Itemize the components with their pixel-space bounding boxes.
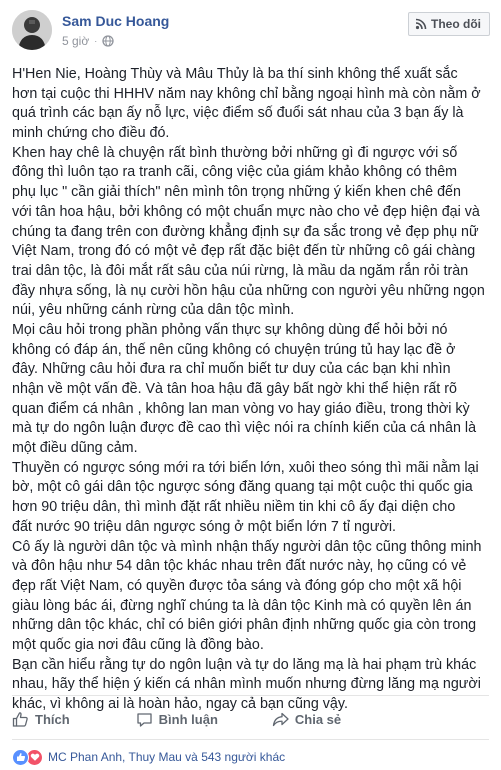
follow-button[interactable] bbox=[408, 12, 490, 36]
post-body-line: bờ, một cô gái dân tộc ngược sóng đăng quang tại một cuộc thi quốc gia bbox=[12, 479, 473, 496]
reactions-text[interactable]: MC Phan Anh, Thuy Mau và 543 người khác bbox=[48, 750, 286, 764]
post-body-line: Khen hay chê là chuyện rất bình thường bởi những gì đi ngược với số bbox=[12, 144, 458, 161]
post-body-line: đầy nhựa sống, là nụ cười hồn hậu của những con người yêu những ngọn bbox=[12, 282, 485, 299]
post-body-line: trai dân tộc, là đôi mắt rất sâu của núi rừng, là mầu da ngăm rắn rỏi tràn bbox=[12, 262, 469, 279]
post-body-line: đông thì luôn tạo ra tranh cãi, công việc của giám khảo không có thêm bbox=[12, 164, 458, 181]
post-body-line: đất nước 90 triệu dân ngược sóng ở một biển lớn 7 tỉ người. bbox=[12, 518, 396, 535]
reactions-summary[interactable] bbox=[12, 748, 285, 766]
post-body-line: Bạn cần hiểu rằng tự do ngôn luận và tự do lăng mạ là hai phạm trù khác bbox=[12, 656, 477, 673]
avatar[interactable] bbox=[12, 10, 52, 50]
post-body-line: núi, yêu những cánh rừng của dân tộc mình. bbox=[12, 302, 295, 319]
comment-label: Bình luận bbox=[158, 711, 218, 727]
like-label: Thích bbox=[35, 711, 70, 727]
post-body-line: không có đáp án, thế nên cũng không có chuyện trúng tủ hay lạc đề ở bbox=[12, 341, 456, 358]
follow-label: Theo dõi bbox=[431, 17, 481, 31]
post-body-line: phụ lục " cần giải thích" nên mình tôn trọng những ý kiến khen chê đến bbox=[12, 184, 461, 201]
post-body-line: đẹp rất Việt Nam, có quyền được tỏa sáng và đóng góp cho một xã hội bbox=[12, 577, 462, 594]
like-button[interactable] bbox=[12, 711, 70, 728]
post-body-line: một quốc gia nơi đâu cũng là đồng bào. bbox=[12, 636, 264, 653]
post-body-line: với tân hoa hậu, bởi không có một chuẩn mực nào cho vẻ đẹp hiện đại và bbox=[12, 203, 480, 220]
post-body-line: mà tự do ngôn luận được đề cao thì việc nói ra chính kiến của cá nhân là bbox=[12, 420, 477, 437]
like-reaction-icon bbox=[12, 749, 29, 766]
post-body-line: những dân tộc khác, chỉ có biên giới phân định những quốc gia còn trong bbox=[12, 617, 477, 634]
post-body-line: Việt Nam, trong đó có một vẻ đẹp rất đặc biệt đến từ những cô gái chàng bbox=[12, 243, 476, 260]
post-body-line: một điều dũng cảm. bbox=[12, 440, 138, 457]
share-button[interactable] bbox=[272, 711, 341, 728]
post-body bbox=[12, 65, 494, 715]
post-body-line: giàu lòng bác ái, đừng nghĩ chúng ta là dân tộc Kinh mà có quyền lên án bbox=[12, 597, 472, 614]
thumbs-up-icon bbox=[12, 711, 29, 728]
post-body-line: quá trình các bạn ấy nỗ lực, việc điểm số đuổi sát nhau của 3 bạn ấy là bbox=[12, 105, 464, 122]
post-body-line: chúng ta đang trên con đường khẳng định sự đa sắc trong vẻ đẹp phụ nữ bbox=[12, 223, 479, 240]
post-body-line: H'Hen Nie, Hoàng Thùy và Mâu Thủy là ba thí sinh không thể xuất sắc bbox=[12, 66, 458, 82]
share-label: Chia sẻ bbox=[294, 711, 342, 727]
post-body-line: Mọi câu hỏi trong phần phỏng vấn thực sự không dùng để hỏi bởi nó bbox=[12, 321, 448, 338]
post-header bbox=[12, 10, 490, 50]
separator-dot: · bbox=[94, 36, 98, 46]
post-body-line: Thuyền có ngược sóng mới ra tới biển lớn, xuôi theo sóng thì mãi nằm lại bbox=[12, 459, 479, 476]
post-body-line: quan điểm cá nhân , không lan man vòng vo hay giáo điều, trong thời kỳ bbox=[12, 400, 470, 417]
comment-button[interactable] bbox=[136, 711, 218, 728]
post-meta bbox=[62, 34, 114, 48]
globe-icon[interactable] bbox=[102, 35, 114, 47]
post-body-line: Cô ấy là người dân tộc và mình nhận thấy người dân tộc cũng thông minh bbox=[12, 538, 482, 555]
post-body-line: nhận về một vấn đề. Và tân hoa hậu đã gây bất ngờ khi thể hiện rất rõ bbox=[12, 381, 457, 397]
action-bar bbox=[12, 705, 489, 733]
divider bbox=[12, 695, 489, 696]
divider bbox=[12, 739, 489, 740]
post-body-line: minh chứng cho điều đó. bbox=[12, 125, 170, 142]
author-name[interactable]: Sam Duc Hoang bbox=[62, 13, 170, 29]
post-body-line: khác, vì không ai là hoàn hảo, ngay cả bạn cũng vậy. bbox=[12, 696, 348, 712]
post-time[interactable]: 5 giờ bbox=[62, 34, 90, 48]
rss-icon bbox=[415, 18, 427, 30]
post-body-line: hơn 90 triệu dân, thì mình đặt rất nhiều niềm tin khi cô ấy đại diện cho bbox=[12, 499, 456, 516]
speech-bubble-icon bbox=[136, 711, 153, 728]
post-body-line: đây. Những câu hỏi đưa ra chỉ muốn biết tư duy của các bạn khi nhìn bbox=[12, 361, 451, 378]
post-body-line: và đôn hậu như 54 dân tộc khác nhau trên đất nước này, họ cũng có vẻ bbox=[12, 558, 467, 575]
share-arrow-icon bbox=[272, 711, 289, 728]
post-body-line: nhau, hãy thể hiện ý kiến cá nhân mình muốn nhưng đừng lăng mạ người bbox=[12, 676, 481, 693]
post-body-line: hơn tại cuộc thi HHHV năm nay không chỉ bằng ngoại hình mà còn nằm ở bbox=[12, 85, 481, 102]
